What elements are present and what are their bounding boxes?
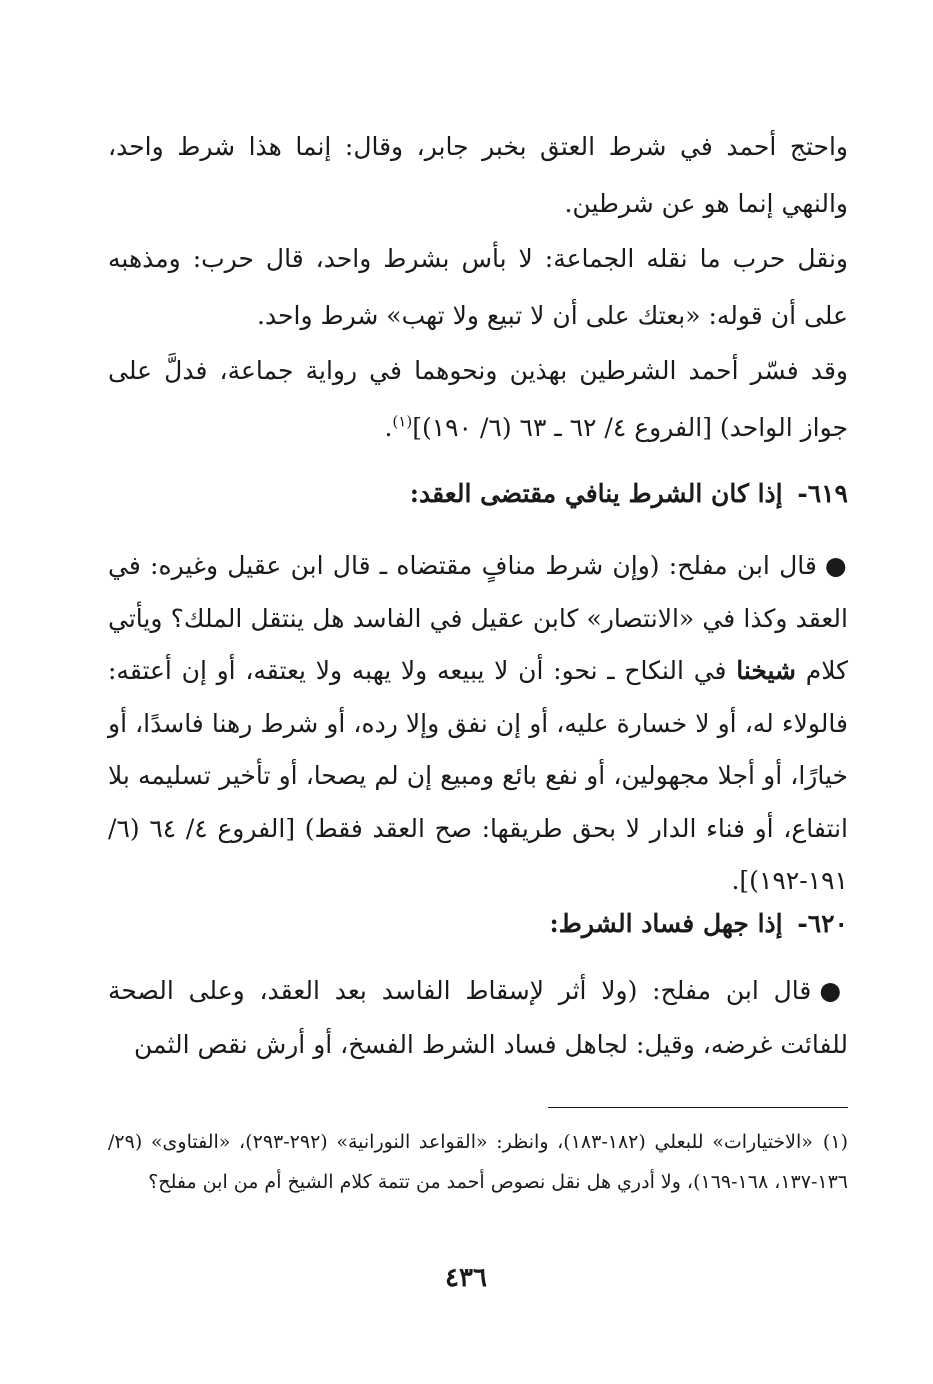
- section-619-number: ٦١٩-: [797, 479, 848, 508]
- footnote-text: «الاختيارات» للبعلي (١٨٢-١٨٣)، وانظر: «القواعد النورانية» (٢٩٢-٢٩٣)، «الفتاوى» (٢٩/ ١٣٦-١٣٧، ١٦٨-١٦٩)، ولا أدري هل نقل نصوص أحمد من تتمة كلام الشيخ أم من ابن مفلح؟: [108, 1131, 848, 1193]
- section-620-text: قال ابن مفلح: (ولا أثر لإسقاط الفاسد بعد العقد، وعلى الصحة للفائت غرضه، وقيل: لجاهل فساد الشرط الفسخ، أو أرش نقص الثمن: [108, 976, 848, 1059]
- footnote-marker: (١): [822, 1131, 848, 1153]
- section-619-bold-term: شيخنا: [736, 656, 796, 685]
- paragraph-3-text: وقد فسّر أحمد الشرطين بهذين ونحوهما في رواية جماعة، فدلَّ على جواز الواحد) [الفروع ٤/ ٦٢ ـ ٦٣ (٦/ ١٩٠)]: [108, 356, 848, 442]
- section-620-title: إذا جهل فساد الشرط:: [549, 909, 783, 938]
- page-number: ٤٣٦: [445, 1263, 487, 1293]
- section-619-title: إذا كان الشرط ينافي مقتضى العقد:: [409, 479, 783, 508]
- paragraph-2: [108, 230, 848, 344]
- paragraph-2-text: ونقل حرب ما نقله الجماعة: لا بأس بشرط واحد، قال حرب: ومذهبه على أن قوله: «بعتك على أن لا تبيع ولا تهب» شرط واحد.: [108, 244, 848, 330]
- paragraph-1-text: واحتج أحمد في شرط العتق بخبر جابر، وقال: إنما هذا شرط واحد، والنهي إنما هو عن شرطين.: [108, 132, 848, 218]
- bullet-icon: ●: [824, 551, 848, 580]
- footnote-reference[interactable]: (١): [392, 412, 413, 431]
- bullet-icon: ●: [819, 976, 848, 1005]
- footnote-1: [108, 1122, 848, 1202]
- section-620-heading: [108, 902, 848, 946]
- paragraph-3-end: .: [384, 413, 393, 442]
- footnote-divider: [548, 1107, 848, 1108]
- section-620-paragraph: [108, 964, 848, 1072]
- section-619-text-a: قال ابن مفلح: (وإن شرط منافٍ مقتضاه ـ قال ابن عقيل وغيره: في العقد وكذا في «الانتصار» كابن عقيل في الفاسد هل ينتقل الملك؟ ويأتي كلام: [108, 551, 849, 685]
- section-619-paragraph: [108, 540, 848, 908]
- section-620-number: ٦٢٠-: [797, 909, 848, 938]
- section-619-heading: [108, 472, 848, 516]
- section-619-text-b: في النكاح ـ نحو: أن لا يبيعه ولا يهبه ولا يعتقه، أو إن أعتقه: فالولاء له، أو لا خسارة عليه، أو إن نفق وإلا رده، أو شرط رهنا فاسدًا، أو خيارًا، أو أجلا مجهولين، أو نفع بائع ومبيع إن لم يصحا، أو تأخير تسليمه بلا انتفاع، أو فناء الدار لا بحق طريقها: صح العقد فقط) [الفروع ٤/ ٦٤ (٦/ ١٩١-١٩٢)].: [108, 656, 848, 895]
- paragraph-3: [108, 342, 848, 456]
- paragraph-1: [108, 118, 848, 232]
